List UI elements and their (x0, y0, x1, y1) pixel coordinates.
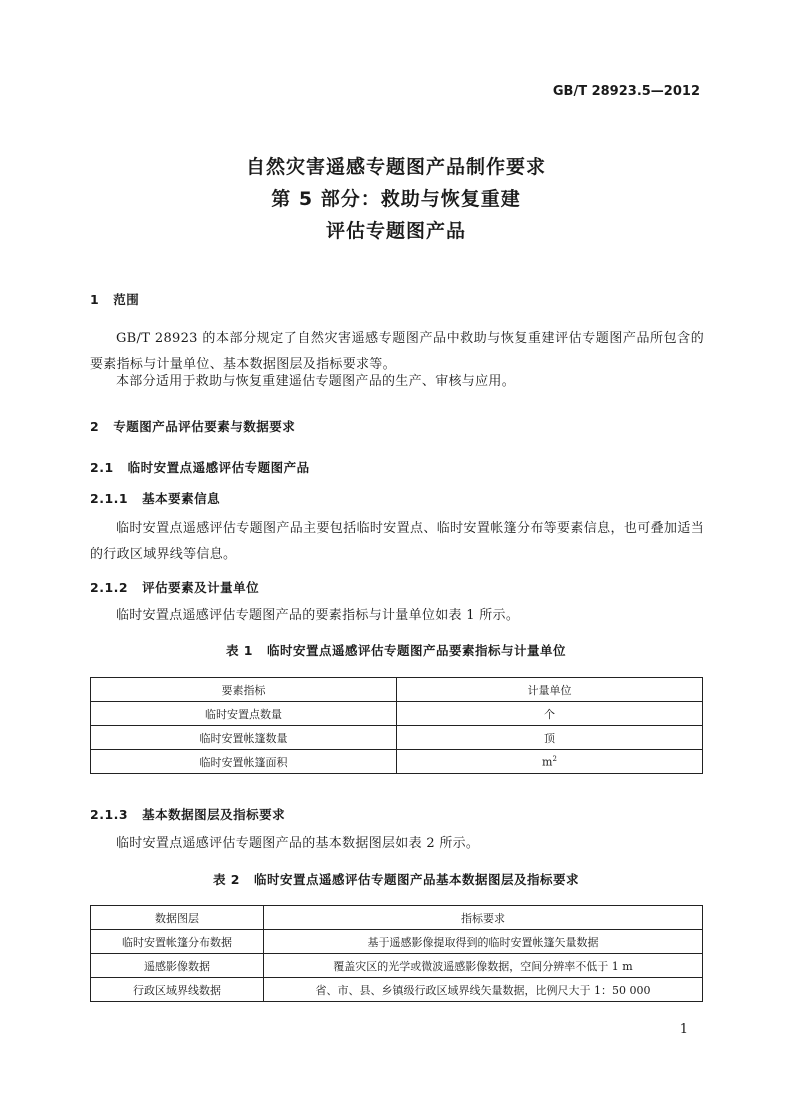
table-row (91, 702, 703, 726)
section-title: 基本要素信息 (142, 491, 221, 506)
table-row (91, 726, 703, 750)
table-header-cell: 要素指标 (91, 678, 397, 702)
unit-superscript: 2 (552, 754, 557, 763)
document-title-line2: 第 5 部分：救助与恢复重建 (271, 188, 521, 210)
table-cell: 省、市、县、乡镇级行政区域界线矢量数据，比例尺大于 1：50 000 (264, 978, 703, 1002)
document-title-line3: 评估专题图产品 (325, 220, 466, 242)
table-cell: 顶 (397, 726, 703, 750)
section-1-paragraph-1: GB/T 28923 的本部分规定了自然灾害遥感专题图产品中救助与恢复重建评估专题图产品所包含的要素指标与计量单位、基本数据图层及指标要求等。 (90, 331, 704, 372)
section-2-1-heading (90, 458, 310, 476)
table-cell: 个 (397, 702, 703, 726)
table-title: 临时安置点遥感评估专题图产品基本数据图层及指标要求 (254, 872, 580, 887)
section-1-heading (90, 290, 139, 308)
table-cell: 基于遥感影像提取得到的临时安置帐篷矢量数据 (264, 930, 703, 954)
section-title: 专题图产品评估要素与数据要求 (113, 419, 296, 434)
table-row (91, 750, 703, 774)
section-title: 范围 (113, 292, 140, 307)
section-2-1-2-heading (90, 578, 259, 596)
section-number: 2.1 (90, 460, 114, 475)
table-number: 表 2 (212, 872, 241, 887)
standard-number: GB/T 28923.5—2012 (552, 84, 700, 99)
table-header-row (91, 678, 703, 702)
unit-text: m (542, 755, 553, 769)
table-2-caption (0, 870, 792, 888)
table-number: 表 1 (225, 643, 254, 658)
section-number: 1 (90, 292, 100, 307)
table-2 (90, 905, 703, 1002)
table-cell: 临时安置点数量 (91, 702, 397, 726)
table-1-caption (0, 641, 792, 659)
section-2-heading (90, 417, 295, 435)
table-header-row (91, 906, 703, 930)
section-title: 评估要素及计量单位 (142, 580, 260, 595)
table-cell: 遥感影像数据 (91, 954, 264, 978)
section-number: 2.1.2 (90, 580, 129, 595)
document-title-line1: 自然灾害遥感专题图产品制作要求 (245, 156, 546, 178)
table-cell: 行政区域界线数据 (91, 978, 264, 1002)
section-title: 临时安置点遥感评估专题图产品 (127, 460, 310, 475)
section-number: 2.1.1 (90, 491, 129, 506)
table-cell (397, 750, 703, 774)
table-cell: 临时安置帐篷面积 (91, 750, 397, 774)
table-header-cell: 计量单位 (397, 678, 703, 702)
table-row (91, 954, 703, 978)
section-2-1-3-paragraph: 临时安置点遥感评估专题图产品的基本数据图层如表 2 所示。 (116, 836, 480, 851)
table-row (91, 930, 703, 954)
section-2-1-2-paragraph: 临时安置点遥感评估专题图产品的要素指标与计量单位如表 1 所示。 (116, 608, 520, 623)
section-title: 基本数据图层及指标要求 (142, 807, 286, 822)
table-header-cell: 指标要求 (264, 906, 703, 930)
table-cell: 覆盖灾区的光学或微波遥感影像数据，空间分辨率不低于 1 m (264, 954, 703, 978)
table-1 (90, 677, 703, 774)
section-1-paragraph-2: 本部分适用于救助与恢复重建遥估专题图产品的生产、审核与应用。 (116, 374, 516, 389)
section-2-1-3-heading (90, 805, 285, 823)
section-number: 2.1.3 (90, 807, 129, 822)
table-cell: 临时安置帐篷分布数据 (91, 930, 264, 954)
section-number: 2 (90, 419, 100, 434)
table-header-cell: 数据图层 (91, 906, 264, 930)
table-row (91, 978, 703, 1002)
section-2-1-1-paragraph: 临时安置点遥感评估专题图产品主要包括临时安置点、临时安置帐篷分布等要素信息，也可叠加适当的行政区域界线等信息。 (90, 521, 704, 562)
section-2-1-1-heading (90, 489, 220, 507)
table-cell: 临时安置帐篷数量 (91, 726, 397, 750)
table-title: 临时安置点遥感评估专题图产品要素指标与计量单位 (267, 643, 567, 658)
page-number: 1 (679, 1022, 688, 1037)
